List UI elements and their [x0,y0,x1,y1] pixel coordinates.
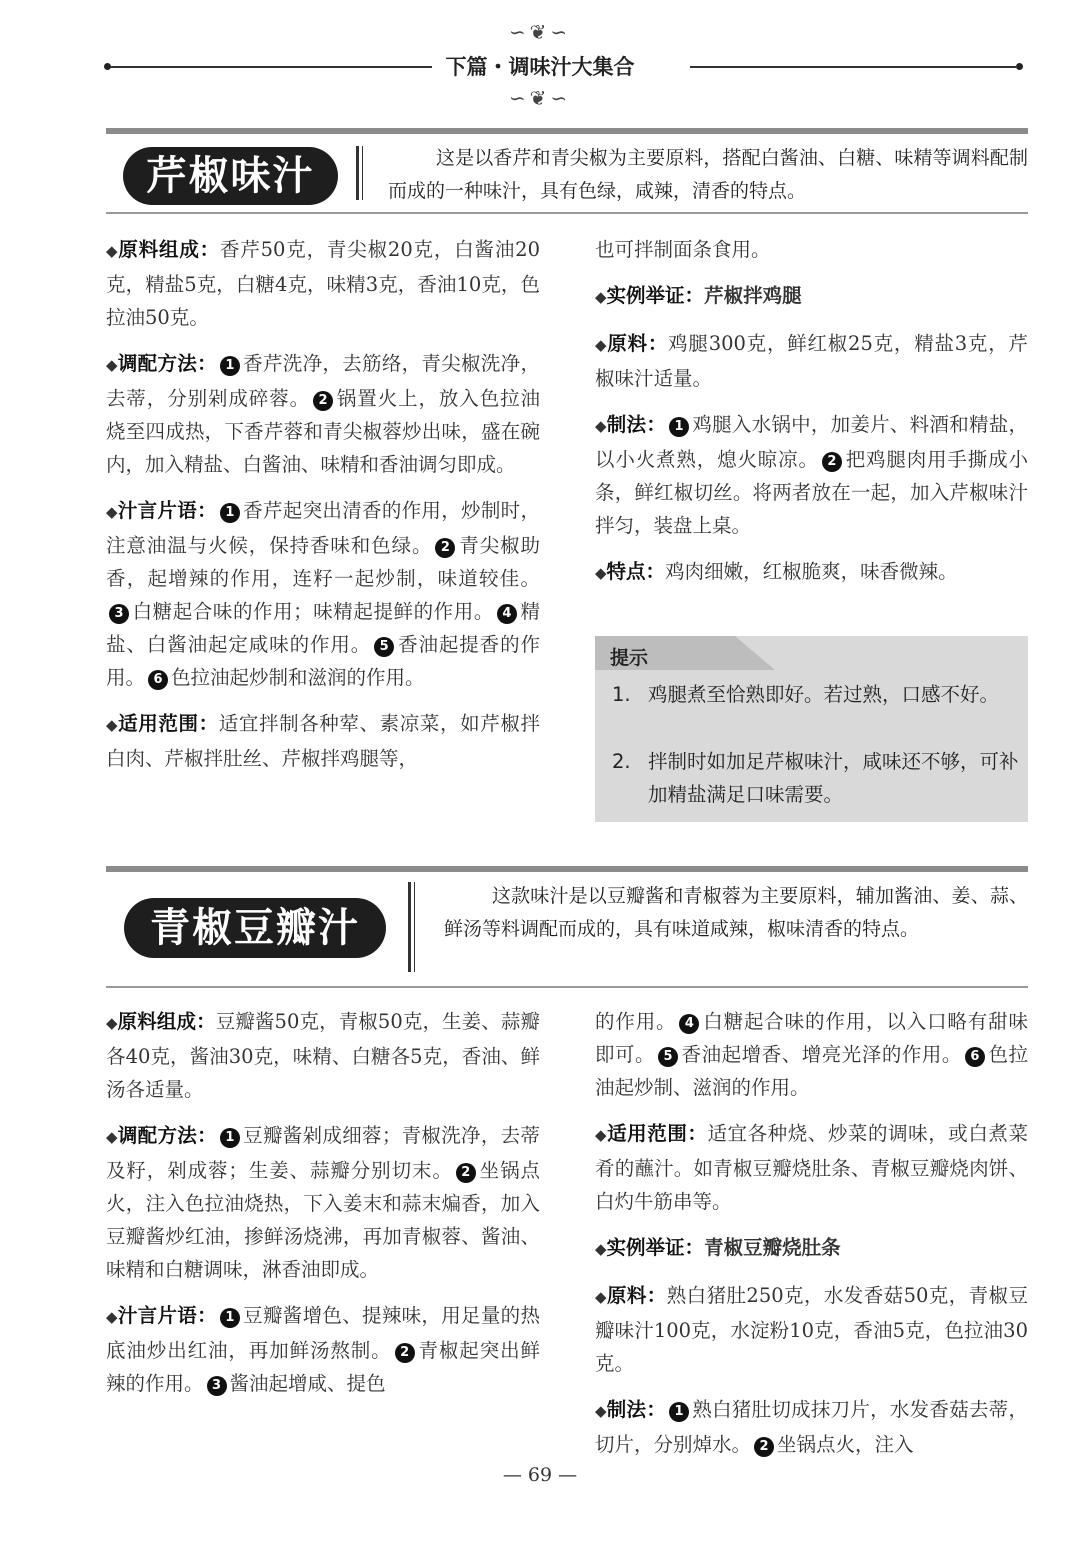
s2-notes-cont [595,1005,1028,1104]
section1-bottom-rule [106,212,1028,214]
s2-method [106,1119,540,1286]
tip-item1-num: 1. [612,683,631,706]
page-number: — 69 — [502,1464,578,1486]
s1-note: 青尖椒助香，起增辣的作用，连籽一起炒制，味道较佳。 [106,534,540,590]
s2-method-step: 坐锅点火，注入色拉油烧热，下入姜末和蒜末煸香，加入豆瓣酱炒红油，掺鲜汤烧沸，再加青椒蓉、酱油、味精和白糖调味，淋香油即成。 [106,1159,540,1281]
s1-make-step: 鸡腿入水锅中，加姜片、料酒和精盐，以小火煮熟，熄火晾凉。 [595,413,1028,471]
s2-ingredients [106,1005,540,1106]
circled-number: 1 [220,356,240,376]
s2-note: 酱油起增咸、提色 [229,1372,386,1395]
s1-materials-text: 鸡腿300克，鲜红椒25克，精盐3克，芹椒味汁适量。 [595,332,1028,390]
s2-make-step: 坐锅点火，注入 [777,1433,914,1456]
s1-example-dish: 芹椒拌鸡腿 [704,284,802,307]
circled-number: 2 [754,1437,774,1457]
s1-note: 香芹起突出清香的作用，炒制时，注意油温与火候，保持香味和色绿。 [106,499,540,557]
s1-method-step: 香芹洗净，去筋络，青尖椒洗净，去蒂，分别剁成碎蓉。 [106,352,540,410]
s1-ingredients-label: ◆ 原料组成： [106,238,220,261]
s1-note: 白糖起合味的作用；味精起提鲜的作用。 [132,600,494,623]
s2-method-label: ◆ 调配方法： [106,1124,217,1147]
s2-note: 的作用。 [595,1010,677,1033]
circled-number: 4 [679,1014,699,1034]
s1-example [595,279,1028,314]
s1-feature-label: ◆ 特点： [595,560,665,583]
s2-notes-label: ◆ 汁言片语： [106,1304,217,1327]
tip-label: 提示 [610,647,649,669]
s2-note: 豆瓣酱增色、提辣味，用足量的热底油炒出红油，再加鲜汤熬制。 [106,1304,540,1362]
circled-number: 4 [497,604,517,624]
circled-number: 1 [669,417,689,437]
s1-scope-cont: 也可拌制面条食用。 [595,238,771,261]
section1-title: 芹椒味汁 [123,147,338,205]
tip-item2-num: 2. [612,750,631,773]
s2-materials-label: ◆ 原料： [595,1284,667,1307]
s2-make-label: ◆ 制法： [595,1398,666,1421]
s2-note: 青椒起突出鲜辣的作用。 [106,1339,540,1395]
s1-materials [595,327,1028,395]
section1-right-column [595,233,1028,603]
s2-notes [106,1299,540,1400]
s1-example-label: ◆ 实例举证： [595,284,704,307]
section1-divider-a [356,146,359,200]
s1-note: 色拉油起炒制和滋润的作用。 [171,666,425,689]
s1-notes [106,494,540,694]
s1-scope-text: 适宜拌制各种荤、素凉菜，如芹椒拌白肉、芹椒拌肚丝、芹椒拌鸡腿等， [106,712,540,770]
circled-number: 1 [220,1128,240,1148]
tip-item2: 拌制时如加足芹椒味汁，咸味还不够，可补加精盐满足口味需要。 [648,750,1019,806]
section2-right-column [595,1005,1028,1474]
tip-tab-corner [735,636,775,670]
circled-number: 6 [965,1047,985,1067]
s1-scope [106,707,540,775]
s2-ingredients-label: ◆ 原料组成： [106,1010,216,1033]
section1-divider-b [362,146,363,200]
circled-number: 5 [658,1047,678,1067]
s1-ingredients-text: 香芹50克，青尖椒20克，白酱油20克，精盐5克，白糖4克，味精3克，香油10克，色拉油50克。 [106,238,540,329]
s2-scope-label: ◆ 适用范围： [595,1122,707,1145]
s2-example-label: ◆ 实例举证： [595,1236,704,1259]
s2-method-step: 豆瓣酱剁成细蓉；青椒洗净，去蒂及籽，剁成蓉；生姜、蒜瓣分别切末。 [106,1124,540,1182]
s1-method [106,347,540,481]
section2-left-column [106,1005,540,1413]
s1-feature [595,555,1028,590]
s1-method-step: 锅置火上，放入色拉油烧至四成热，下香芹蓉和青尖椒蓉炒出味，盛在碗内，加入精盐、白酱油、味精和香油调匀即成。 [106,387,540,476]
s1-make-step: 把鸡腿肉用手撕成小条，鲜红椒切丝。将两者放在一起，加入芹椒味汁拌匀，装盘上桌。 [595,448,1028,537]
tip-item1: 鸡腿煮至恰熟即好。若过熟，口感不好。 [648,683,1000,706]
section2-title: 青椒豆瓣汁 [124,898,386,958]
s2-scope-text: 适宜各种烧、炒菜的调味，或白煮菜肴的蘸汁。如青椒豆瓣烧肚条、青椒豆瓣烧肉饼、白灼牛筋串等。 [595,1122,1028,1213]
circled-number: 1 [669,1402,689,1422]
s2-ingredients-text: 豆瓣酱50克，青椒50克，生姜、蒜瓣各40克，酱油30克，味精、白糖各5克，香油、鲜汤各适量。 [106,1010,540,1101]
circled-number: 2 [822,452,842,472]
circled-number: 2 [456,1163,476,1183]
section1-top-band [106,128,1028,134]
s1-make-label: ◆ 制法： [595,413,666,436]
running-header [0,52,1080,82]
s1-make [595,408,1028,542]
running-header-text: 下篇・调味汁大集合 [432,55,649,79]
s1-feature-text: 鸡肉细嫩，红椒脆爽，味香微辣。 [665,560,958,583]
s1-scope-label: ◆ 适用范围： [106,712,219,735]
s2-note: 色拉油起炒制、滋润的作用。 [595,1043,1028,1099]
section1-intro: 这是以香芹和青尖椒为主要原料，搭配白酱油、白糖、味精等调料配制而成的一种味汁，具有色绿，咸辣，清香的特点。 [388,147,1028,202]
s1-notes-label: ◆ 汁言片语： [106,499,217,522]
circled-number: 2 [395,1343,415,1363]
header-ornament-top: ∽❦∽ [508,20,572,44]
s1-ingredients [106,233,540,334]
section2-bottom-rule [106,986,1028,988]
circled-number: 3 [109,604,129,624]
s2-make-step: 熟白猪肚切成抹刀片，水发香菇去蒂，切片，分别焯水。 [595,1398,1028,1456]
s2-make [595,1393,1028,1461]
section2-divider-a [408,882,411,972]
s2-scope [595,1117,1028,1218]
s1-method-label: ◆ 调配方法： [106,352,217,375]
circled-number: 1 [220,503,240,523]
s2-materials-text: 熟白猪肚250克，水发香菇50克，青椒豆瓣味汁100克，水淀粉10克，香油5克，色拉油30克。 [595,1284,1028,1375]
circled-number: 6 [148,670,168,690]
s2-note: 香油起增香、增亮光泽的作用。 [681,1043,962,1066]
circled-number: 2 [435,538,455,558]
circled-number: 5 [374,637,394,657]
s1-note: 香油起提香的作用。 [106,633,540,689]
circled-number: 3 [207,1376,227,1396]
s1-note: 精盐、白酱油起定咸味的作用。 [106,600,540,656]
section2-divider-b [414,882,415,972]
s2-materials [595,1279,1028,1380]
section2-intro: 这款味汁是以豆瓣酱和青椒蓉为主要原料，辅加酱油、姜、蒜、鲜汤等料调配而成的，具有味道咸辣，椒味清香的特点。 [444,885,1028,940]
s2-example [595,1231,1028,1266]
s2-note: 白糖起合味的作用，以入口略有甜味即可。 [595,1010,1028,1066]
s1-materials-label: ◆ 原料： [595,332,668,355]
header-ornament-bottom: ∽❦∽ [508,86,572,110]
circled-number: 2 [313,391,333,411]
section1-left-column [106,233,540,788]
section2-top-band [106,866,1028,872]
circled-number: 1 [220,1308,240,1328]
s2-example-dish: 青椒豆瓣烧肚条 [704,1236,841,1259]
